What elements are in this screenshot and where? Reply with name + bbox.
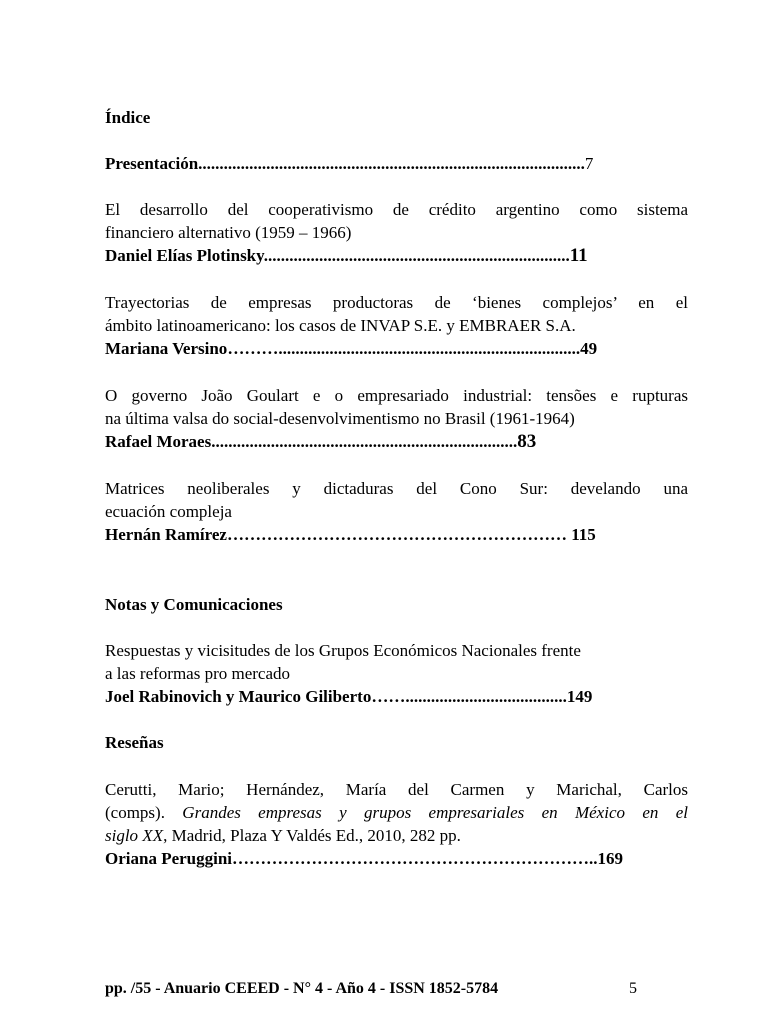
toc-entry — [105, 198, 688, 267]
entry-title-line: Matrices neoliberales y dictaduras del Cono Sur: develando una — [105, 479, 688, 498]
entry-title-line: Cerutti, Mario; Hernández, María del Carmen y Marichal, Carlos — [105, 780, 688, 799]
entry-author: Hernán Ramírez — [105, 525, 227, 544]
page-number: 11 — [569, 245, 588, 266]
entry-author-line — [105, 337, 688, 360]
dot-leader: ........................................................................................... — [198, 154, 585, 173]
toc-entry — [105, 291, 688, 360]
page-number: 83 — [517, 431, 537, 452]
entry-author: Mariana Versino — [105, 339, 228, 358]
dot-leader: ........................................................................ — [263, 246, 570, 265]
toc-entry-presentation — [105, 152, 688, 175]
entry-title-text: (comps). — [105, 803, 183, 822]
book-title: Grandes empresas y grupos empresariales en México en el — [182, 803, 688, 822]
notes-heading: Notas y Comunicaciones — [105, 595, 283, 614]
book-title: siglo XX — [105, 826, 164, 845]
entry-title-line — [105, 801, 688, 824]
toc-entry — [105, 384, 688, 453]
entry-title — [105, 778, 688, 847]
page-number: 49 — [580, 339, 598, 358]
entry-author-line — [105, 685, 688, 708]
footer-page-number: 5 — [629, 980, 637, 997]
toc-entry — [105, 778, 688, 870]
entry-title — [105, 477, 688, 523]
entry-title — [105, 639, 688, 685]
entry-label: Presentación — [105, 154, 199, 173]
page-number: 149 — [566, 687, 593, 706]
page-number: 169 — [597, 849, 624, 868]
entry-title — [105, 198, 688, 244]
entry-title-line: El desarrollo del cooperativismo de crédito argentino como sistema — [105, 200, 688, 219]
dot-leader: ………....................................................................... — [227, 339, 581, 358]
entry-title-line: financiero alternativo (1959 – 1966) — [105, 223, 352, 242]
entry-title-line: Respuestas y vicisitudes de los Grupos Económicos Nacionales frente — [105, 641, 581, 660]
dot-leader: ……...................................... — [371, 687, 567, 706]
entry-title-line: Trayectorias de empresas productoras de ‘bienes complejos’ en el — [105, 293, 688, 312]
dot-leader: ........................................................................ — [211, 432, 518, 451]
index-heading: Índice — [105, 108, 151, 127]
entry-author: Rafael Moraes — [105, 432, 212, 451]
toc-entry — [105, 639, 688, 708]
entry-title-line: na última valsa do social-desenvolvimentismo no Brasil (1961-1964) — [105, 409, 575, 428]
entry-title — [105, 384, 688, 430]
entry-title-line: O governo João Goulart e o empresariado industrial: tensões e rupturas — [105, 386, 688, 405]
dot-leader: ……………………………………………………….. — [232, 849, 598, 868]
entry-author: Joel Rabinovich y Maurico Giliberto — [105, 687, 372, 706]
page-footer — [105, 977, 645, 1000]
dot-leader: …………………………………………………… — [226, 525, 567, 544]
toc-entry — [105, 477, 688, 546]
entry-title-text: , Madrid, Plaza Y Valdés Ed., 2010, 282 pp. — [163, 826, 461, 845]
entry-title-line: ámbito latinoamericano: los casos de INVAP S.E. y EMBRAER S.A. — [105, 316, 576, 335]
entry-title-line: a las reformas pro mercado — [105, 664, 291, 683]
entry-author-line — [105, 523, 688, 546]
page-number: 115 — [571, 525, 596, 544]
entry-author-line — [105, 847, 688, 870]
entry-author: Oriana Peruggini — [105, 849, 233, 868]
entry-title-line — [105, 824, 688, 847]
table-of-contents — [105, 106, 688, 870]
entry-title — [105, 291, 688, 337]
entry-title-line: ecuación compleja — [105, 502, 232, 521]
footer-text: pp. /55 - Anuario CEEED - N° 4 - Año 4 - ISSN 1852-5784 — [105, 980, 499, 997]
entry-author-line — [105, 244, 688, 267]
page-number: 7 — [584, 154, 594, 173]
entry-author-line — [105, 430, 688, 453]
reviews-heading: Reseñas — [105, 733, 164, 752]
entry-author: Daniel Elías Plotinsky — [105, 246, 264, 265]
